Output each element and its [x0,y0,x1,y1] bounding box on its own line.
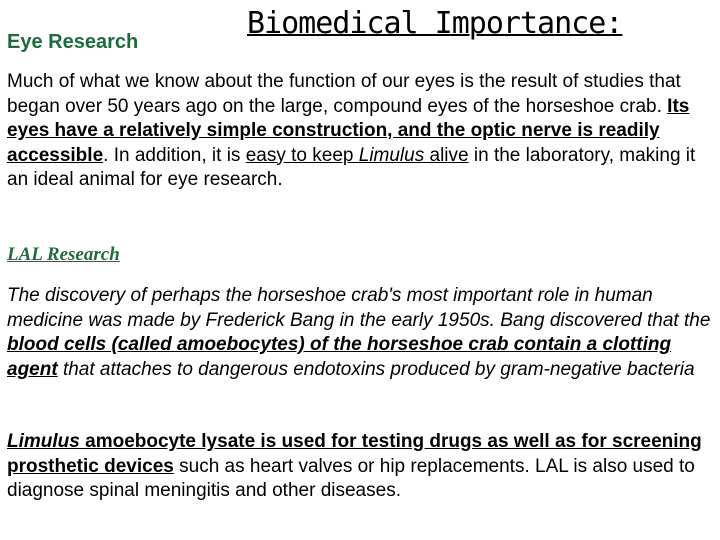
eye-text-3: in the laboratory, making it an ideal animal for eye research. [7,144,696,190]
limulus-text-rest: such as heart valves or hip replacements. LAL is also used to diagnose spinal meningitis and other diseases. [7,455,695,501]
page-title: Biomedical Importance: [247,6,623,41]
limulus-lysate-paragraph [7,430,713,504]
eye-text-1: Much of what we know about the function of our eyes is the result of studies that began over 50 years ago on the large, compound eyes of the horseshoe crab. [7,71,681,117]
eye-text-underline-1: easy to keep [245,144,359,166]
lal-text-1: The discovery of perhaps the horseshoe crab's most important role in human medicine was made by Frederick Bang in the early 1950s. Bang discovered that the [7,285,711,331]
limulus-text-bold: amoebocyte lysate is used for testing drugs as well as for screening prosthetic devices [7,431,702,477]
section-label-lal-research: LAL Research [7,244,120,265]
lal-research-paragraph [7,284,713,382]
eye-text-underline-2: alive [424,144,469,166]
lal-text-bold: blood cells (called amoebocytes) of the horseshoe crab contain a clotting agent [7,334,672,380]
limulus-text-italic: Limulus [7,431,80,452]
eye-text-2: . In addition, it is [103,144,246,166]
eye-text-limulus: Limulus [358,144,425,166]
lal-text-2: that attaches to dangerous endotoxins produced by gram-negative bacteria [57,358,695,380]
section-label-eye-research: Eye Research [7,31,139,53]
eye-research-paragraph [7,70,713,193]
eye-text-bold: Its eyes have a relatively simple construction, and the optic nerve is readily accessible [7,95,690,166]
